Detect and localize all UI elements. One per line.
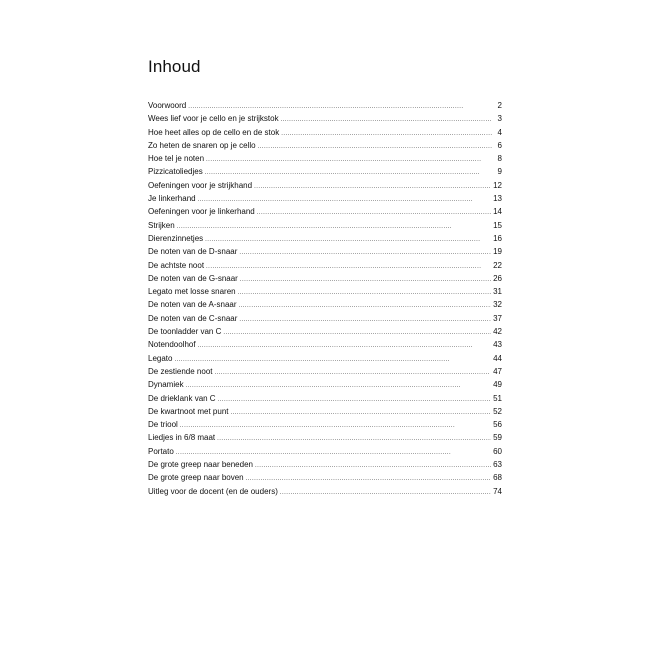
toc-entry-label: De grote greep naar boven bbox=[148, 473, 244, 483]
toc-entry-label: De noten van de D-snaar bbox=[148, 247, 238, 257]
toc-dot-leader bbox=[206, 154, 492, 167]
toc-entry bbox=[148, 112, 502, 125]
toc-entry-page-number: 2 bbox=[497, 101, 502, 110]
toc-entry bbox=[148, 365, 502, 378]
toc-entry-page-number: 42 bbox=[493, 327, 502, 337]
toc-entry bbox=[148, 392, 502, 405]
toc-entry-page-number: 32 bbox=[493, 300, 502, 310]
toc-entry bbox=[148, 458, 502, 471]
toc-entry bbox=[148, 192, 502, 205]
toc-dot-leader bbox=[205, 234, 491, 247]
toc-entry-page-number: 37 bbox=[493, 313, 502, 323]
toc-entry bbox=[148, 298, 502, 311]
toc-entry-page-number: 49 bbox=[493, 380, 502, 390]
toc-dot-leader bbox=[217, 433, 491, 446]
toc-entry-label: De noten van de G-snaar bbox=[148, 273, 238, 283]
toc-entry-label: Voorwoord bbox=[148, 101, 187, 110]
toc-dot-leader bbox=[198, 340, 492, 353]
toc-entry-page-number: 6 bbox=[497, 140, 502, 150]
toc-dot-leader bbox=[218, 394, 492, 407]
toc-entry-page-number: 31 bbox=[493, 287, 502, 297]
toc-entry-page-number: 56 bbox=[493, 420, 502, 430]
toc-entry-label: De grote greep naar beneden bbox=[148, 460, 253, 470]
toc-entry-label: Portato bbox=[148, 446, 174, 456]
toc-entry-page-number: 4 bbox=[497, 127, 502, 137]
toc-entry-page-number: 68 bbox=[493, 473, 502, 483]
toc-entry-label: Wees lief voor je cello en je strijkstok bbox=[148, 114, 279, 124]
toc-dot-leader bbox=[238, 287, 491, 300]
toc-entry bbox=[148, 245, 502, 258]
toc-dot-leader bbox=[174, 354, 491, 367]
toc-entry-label: Liedjes in 6/8 maat bbox=[148, 433, 216, 443]
toc-entry-page-number: 8 bbox=[497, 154, 502, 164]
toc-entry-page-number: 44 bbox=[493, 353, 502, 363]
toc-dot-leader bbox=[186, 380, 492, 393]
toc-dot-leader bbox=[180, 420, 491, 433]
toc-entry bbox=[148, 418, 502, 431]
toc-entry-label: Oefeningen voor je linkerhand bbox=[148, 207, 255, 217]
toc-entry bbox=[148, 338, 502, 351]
toc-dot-leader bbox=[257, 207, 491, 220]
toc-entry bbox=[148, 179, 502, 192]
toc-entry bbox=[148, 272, 502, 285]
toc-entry-label: De drieklank van C bbox=[148, 393, 216, 403]
toc-entry-page-number: 22 bbox=[493, 260, 502, 270]
toc-entry-page-number: 43 bbox=[493, 340, 502, 350]
toc-entry bbox=[148, 471, 502, 484]
toc-entry-page-number: 74 bbox=[493, 486, 502, 496]
toc-entry bbox=[148, 139, 502, 152]
toc-entry bbox=[148, 445, 502, 458]
toc-entry-label: Notendoolhof bbox=[148, 340, 196, 350]
toc-entry bbox=[148, 165, 502, 178]
toc-entry bbox=[148, 352, 502, 365]
toc-entry-label: Pizzicatoliedjes bbox=[148, 167, 203, 177]
toc-entry bbox=[148, 259, 502, 272]
toc-entry bbox=[148, 205, 502, 218]
toc-entry bbox=[148, 99, 502, 112]
toc-entry bbox=[148, 431, 502, 444]
toc-dot-leader bbox=[239, 300, 492, 313]
toc-entry bbox=[148, 232, 502, 245]
toc-entry bbox=[148, 312, 502, 325]
toc-entry-page-number: 51 bbox=[493, 393, 502, 403]
toc-entry-page-number: 59 bbox=[493, 433, 502, 443]
toc-entry-page-number: 60 bbox=[493, 446, 502, 456]
toc-entry-label: Hoe tel je noten bbox=[148, 154, 205, 164]
toc-entry-page-number: 9 bbox=[497, 167, 502, 177]
toc-entry-label: De kwartnoot met punt bbox=[148, 406, 229, 416]
toc-entry bbox=[148, 325, 502, 338]
toc-dot-leader bbox=[177, 221, 491, 234]
toc-entry-label: Legato bbox=[148, 353, 173, 363]
toc-entry-label: Je linkerhand bbox=[148, 194, 196, 204]
toc-entry-page-number: 16 bbox=[493, 233, 502, 243]
toc-entry bbox=[148, 126, 502, 139]
toc-entry-label: Zo heten de snaren op je cello bbox=[148, 140, 256, 150]
toc-entry-label: Oefeningen voor je strijkhand bbox=[148, 180, 253, 190]
toc-entry-page-number: 14 bbox=[493, 207, 502, 217]
toc-dot-leader bbox=[258, 141, 492, 154]
toc-entry-label: De noten van de C-snaar bbox=[148, 313, 238, 323]
toc-entry-page-number: 52 bbox=[493, 406, 502, 416]
toc-dot-leader bbox=[280, 487, 491, 500]
toc-entry-label: Dynamiek bbox=[148, 380, 184, 390]
toc-dot-leader bbox=[206, 261, 491, 274]
toc-dot-leader bbox=[240, 274, 491, 287]
toc-entry bbox=[148, 285, 502, 298]
toc-dot-leader bbox=[255, 460, 491, 473]
toc-entry-page-number: 19 bbox=[493, 247, 502, 257]
toc-dot-leader bbox=[239, 314, 491, 327]
toc-dot-leader bbox=[215, 367, 492, 380]
toc-entry-page-number: 13 bbox=[493, 194, 502, 204]
toc-entry-page-number: 12 bbox=[493, 180, 502, 190]
toc-title: Inhoud bbox=[148, 57, 201, 76]
toc-entry-label: Strijken bbox=[148, 220, 175, 230]
toc-entry bbox=[148, 152, 502, 165]
toc-entry-label: Uitleg voor de docent (en de ouders) bbox=[148, 486, 278, 496]
toc-entry-label: De toonladder van C bbox=[148, 327, 222, 337]
toc-dot-leader bbox=[223, 327, 491, 340]
toc-dot-leader bbox=[281, 114, 492, 127]
toc-entry bbox=[148, 378, 502, 391]
toc-dot-leader bbox=[239, 247, 491, 260]
toc-entry-label: De zestiende noot bbox=[148, 366, 213, 376]
toc-entry bbox=[148, 405, 502, 418]
toc-entry-label: De noten van de A-snaar bbox=[148, 300, 237, 310]
toc-dot-leader bbox=[246, 473, 491, 486]
toc-entry-page-number: 63 bbox=[493, 460, 502, 470]
toc-entry-label: Legato met losse snaren bbox=[148, 287, 236, 297]
toc-entry-page-number: 3 bbox=[497, 114, 502, 124]
toc-entry-label: Dierenzinnetjes bbox=[148, 233, 204, 243]
toc-entry-label: Hoe heet alles op de cello en de stok bbox=[148, 127, 280, 137]
toc-dot-leader bbox=[281, 128, 492, 141]
toc-entry-page-number: 15 bbox=[493, 220, 502, 230]
toc-dot-leader bbox=[230, 407, 491, 420]
toc-entry-page-number: 26 bbox=[493, 273, 502, 283]
toc-dot-leader bbox=[254, 181, 491, 194]
table-of-contents bbox=[148, 99, 502, 498]
toc-entry-page-number: 47 bbox=[493, 366, 502, 376]
toc-entry-label: De achtste noot bbox=[148, 260, 205, 270]
toc-entry-label: De triool bbox=[148, 420, 178, 430]
toc-entry bbox=[148, 485, 502, 498]
toc-entry bbox=[148, 219, 502, 232]
